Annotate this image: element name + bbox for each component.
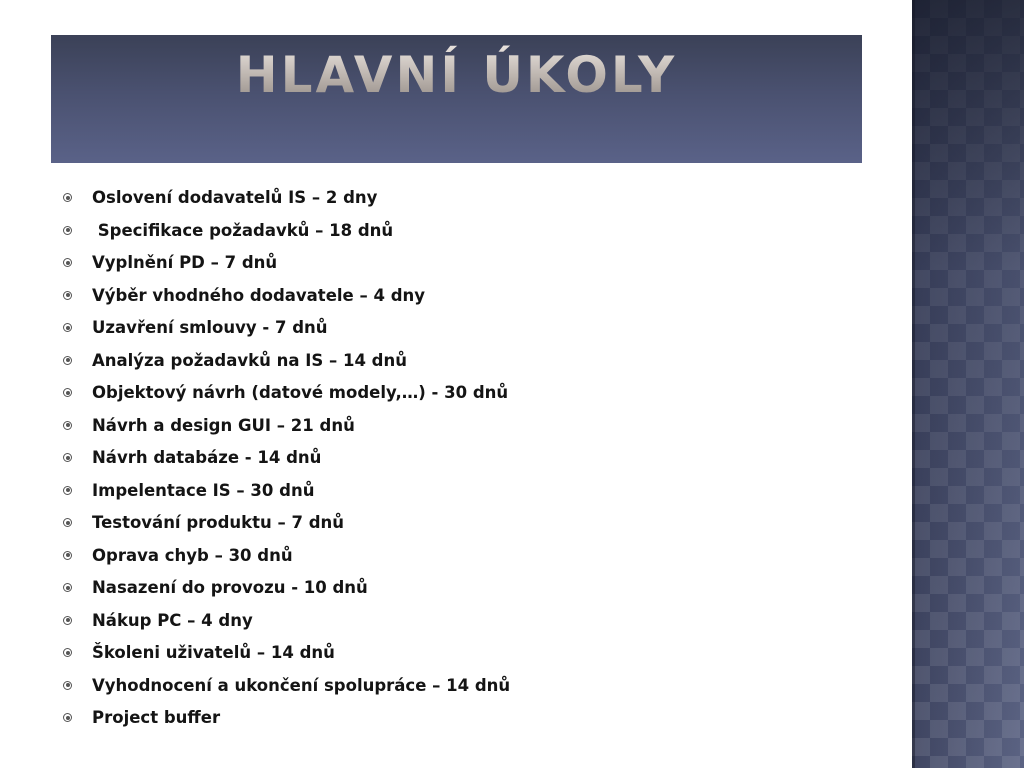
- list-item-text: Testování produktu – 7 dnů: [92, 513, 345, 532]
- list-item: [60, 637, 510, 670]
- list-item-text: Analýza požadavků na IS – 14 dnů: [92, 350, 407, 370]
- list-item-text: Oslovení dodavatelů IS – 2 dny: [92, 188, 378, 207]
- radio-bullet-icon: [63, 388, 72, 397]
- list-item-text: Návrh databáze - 14 dnů: [92, 448, 322, 467]
- list-item-text: Specifikace požadavků – 18 dnů: [92, 220, 394, 240]
- list-item: [60, 605, 510, 638]
- radio-bullet-icon: [63, 518, 72, 527]
- list-item: [60, 572, 510, 605]
- radio-bullet-icon: [63, 226, 72, 235]
- list-item: [60, 475, 510, 508]
- list-item: [60, 410, 510, 443]
- radio-bullet-icon: [63, 258, 72, 267]
- list-item: [60, 702, 510, 735]
- list-item-text: Návrh a design GUI – 21 dnů: [92, 415, 355, 435]
- list-item-text: Nasazení do provozu - 10 dnů: [92, 578, 368, 597]
- list-item-text: Nákup PC – 4 dny: [92, 610, 253, 630]
- list-item: [60, 215, 510, 248]
- list-item-text: Impelentace IS – 30 dnů: [92, 480, 315, 500]
- list-item: [60, 312, 510, 345]
- list-item: [60, 345, 510, 378]
- decorative-side-band: [912, 0, 1024, 768]
- radio-bullet-icon: [63, 551, 72, 560]
- list-item: [60, 442, 510, 475]
- list-item: [60, 182, 510, 215]
- list-item: [60, 507, 510, 540]
- list-item-text: Vyhodnocení a ukončení spolupráce – 14 dnů: [92, 675, 511, 695]
- list-item-text: Objektový návrh (datové modely,…) - 30 dnů: [92, 383, 509, 402]
- radio-bullet-icon: [63, 713, 72, 722]
- radio-bullet-icon: [63, 486, 72, 495]
- list-item: [60, 280, 510, 313]
- radio-bullet-icon: [63, 421, 72, 430]
- list-item: [60, 540, 510, 573]
- task-list: [60, 182, 510, 735]
- list-item-text: Oprava chyb – 30 dnů: [92, 545, 293, 565]
- list-item-text: Výběr vhodného dodavatele – 4 dny: [92, 285, 426, 305]
- list-item: [60, 377, 510, 410]
- list-item-text: Project buffer: [92, 708, 221, 727]
- radio-bullet-icon: [63, 356, 72, 365]
- list-item-text: Školeni uživatelů – 14 dnů: [92, 643, 335, 662]
- list-item-text: Uzavření smlouvy - 7 dnů: [92, 318, 328, 337]
- radio-bullet-icon: [63, 648, 72, 657]
- radio-bullet-icon: [63, 323, 72, 332]
- radio-bullet-icon: [63, 583, 72, 592]
- list-item: [60, 670, 510, 703]
- radio-bullet-icon: [63, 681, 72, 690]
- radio-bullet-icon: [63, 291, 72, 300]
- title-banner: [51, 35, 862, 163]
- radio-bullet-icon: [63, 193, 72, 202]
- list-item-text: Vyplnění PD – 7 dnů: [92, 253, 278, 272]
- radio-bullet-icon: [63, 453, 72, 462]
- slide-title: HLAVNÍ ÚKOLY: [51, 43, 862, 107]
- radio-bullet-icon: [63, 616, 72, 625]
- list-item: [60, 247, 510, 280]
